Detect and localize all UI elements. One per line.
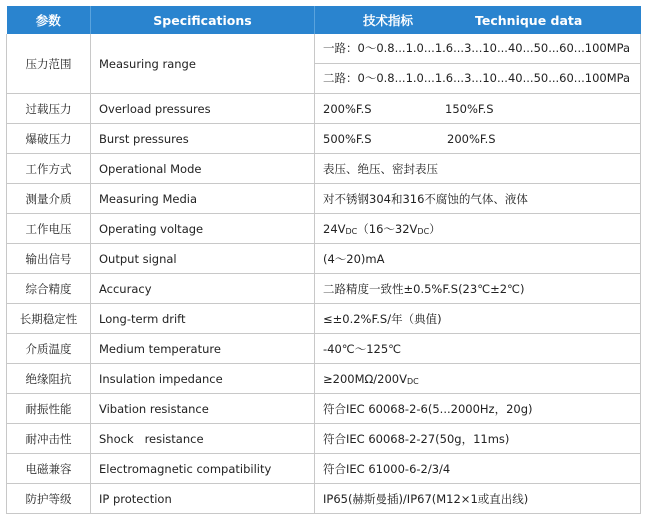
spec-table bbox=[6, 6, 641, 514]
table-row bbox=[7, 244, 641, 274]
spec-cell: Accuracy bbox=[91, 274, 315, 304]
voltage-value: 24V bbox=[323, 221, 346, 236]
table-row bbox=[7, 304, 641, 334]
value-cell: 符合IEC 61000-6-2/3/4 bbox=[315, 454, 641, 484]
param-cell: 绝缘阻抗 bbox=[7, 364, 91, 394]
value-cell: 符合IEC 60068-2-6(5...2000Hz，20g) bbox=[315, 394, 641, 424]
range-line-2: 二路：0～0.8...1.0...1.6...3...10...40...50...60...100MPa bbox=[315, 63, 640, 93]
spec-sheet bbox=[6, 6, 640, 514]
spec-cell: Output signal bbox=[91, 244, 315, 274]
value-cell: ≤±0.2%F.S/年（典值) bbox=[315, 304, 641, 334]
param-cell: 长期稳定性 bbox=[7, 304, 91, 334]
table-header bbox=[7, 6, 641, 34]
spec-cell: Electromagnetic compatibility bbox=[91, 454, 315, 484]
spec-cell: Measuring Media bbox=[91, 184, 315, 214]
header-param: 参数 bbox=[7, 6, 91, 34]
spec-cell: Insulation impedance bbox=[91, 364, 315, 394]
param-cell: 耐振性能 bbox=[7, 394, 91, 424]
spec-cell: Burst pressures bbox=[91, 124, 315, 154]
value-cell: 表压、绝压、密封表压 bbox=[315, 154, 641, 184]
param-cell: 过载压力 bbox=[7, 94, 91, 124]
header-tech-en: Technique data bbox=[475, 13, 583, 28]
table-row bbox=[7, 184, 641, 214]
value-secondary: 150%F.S bbox=[445, 101, 494, 116]
voltage-range: （16～32V bbox=[357, 221, 418, 236]
voltage-range-subscript: DC bbox=[417, 226, 430, 236]
impedance-value: ≥200MΩ/200V bbox=[323, 371, 407, 386]
value-secondary: 200%F.S bbox=[447, 131, 496, 146]
table-row bbox=[7, 484, 641, 514]
spec-cell: Operational Mode bbox=[91, 154, 315, 184]
value-cell bbox=[315, 214, 641, 244]
header-tech-cn: 技术指标 bbox=[363, 13, 414, 28]
table-row bbox=[7, 274, 641, 304]
param-cell: 耐冲击性 bbox=[7, 424, 91, 454]
table-row bbox=[7, 214, 641, 244]
voltage-subscript: DC bbox=[345, 226, 358, 236]
table-row bbox=[7, 94, 641, 124]
spec-cell: IP protection bbox=[91, 484, 315, 514]
param-cell: 压力范围 bbox=[7, 34, 91, 94]
value-cell: 符合IEC 60068-2-27(50g，11ms) bbox=[315, 424, 641, 454]
param-cell: 爆破压力 bbox=[7, 124, 91, 154]
table-row bbox=[7, 154, 641, 184]
table-row bbox=[7, 334, 641, 364]
value-cell bbox=[315, 94, 641, 124]
param-cell: 工作方式 bbox=[7, 154, 91, 184]
header-spec: Specifications bbox=[91, 6, 315, 34]
header-tech bbox=[315, 6, 641, 34]
param-cell: 测量介质 bbox=[7, 184, 91, 214]
spec-cell: Overload pressures bbox=[91, 94, 315, 124]
param-cell: 工作电压 bbox=[7, 214, 91, 244]
table-row bbox=[7, 424, 641, 454]
param-cell: 介质温度 bbox=[7, 334, 91, 364]
spec-cell: Medium temperature bbox=[91, 334, 315, 364]
param-cell: 防护等级 bbox=[7, 484, 91, 514]
spec-cell: Vibation resistance bbox=[91, 394, 315, 424]
voltage-close: ） bbox=[429, 221, 441, 236]
spec-cell: Shock resistance bbox=[91, 424, 315, 454]
value-cell: -40℃～125℃ bbox=[315, 334, 641, 364]
impedance-subscript: DC bbox=[407, 376, 419, 386]
spec-cell: Operating voltage bbox=[91, 214, 315, 244]
param-cell: 综合精度 bbox=[7, 274, 91, 304]
header-row bbox=[7, 6, 641, 34]
range-line-1: 一路：0～0.8...1.0...1.6...3...10...40...50...60...100MPa bbox=[323, 41, 631, 55]
spec-cell: Measuring range bbox=[91, 34, 315, 94]
value-cell: IP65(赫斯曼插)/IP67(M12×1或直出线) bbox=[315, 484, 641, 514]
spec-cell: Long-term drift bbox=[91, 304, 315, 334]
value-cell: 对不锈钢304和316不腐蚀的气体、液体 bbox=[315, 184, 641, 214]
value-cell bbox=[315, 364, 641, 394]
value-primary: 500%F.S bbox=[323, 131, 372, 146]
value-cell: 二路精度一致性±0.5%F.S(23℃±2℃) bbox=[315, 274, 641, 304]
param-cell: 输出信号 bbox=[7, 244, 91, 274]
param-cell: 电磁兼容 bbox=[7, 454, 91, 484]
table-row bbox=[7, 364, 641, 394]
table-row bbox=[7, 34, 641, 94]
table-row bbox=[7, 454, 641, 484]
value-cell bbox=[315, 34, 641, 94]
value-cell: (4～20)mA bbox=[315, 244, 641, 274]
value-cell bbox=[315, 124, 641, 154]
table-row bbox=[7, 124, 641, 154]
table-row bbox=[7, 394, 641, 424]
value-primary: 200%F.S bbox=[323, 101, 372, 116]
table-body bbox=[7, 34, 641, 514]
